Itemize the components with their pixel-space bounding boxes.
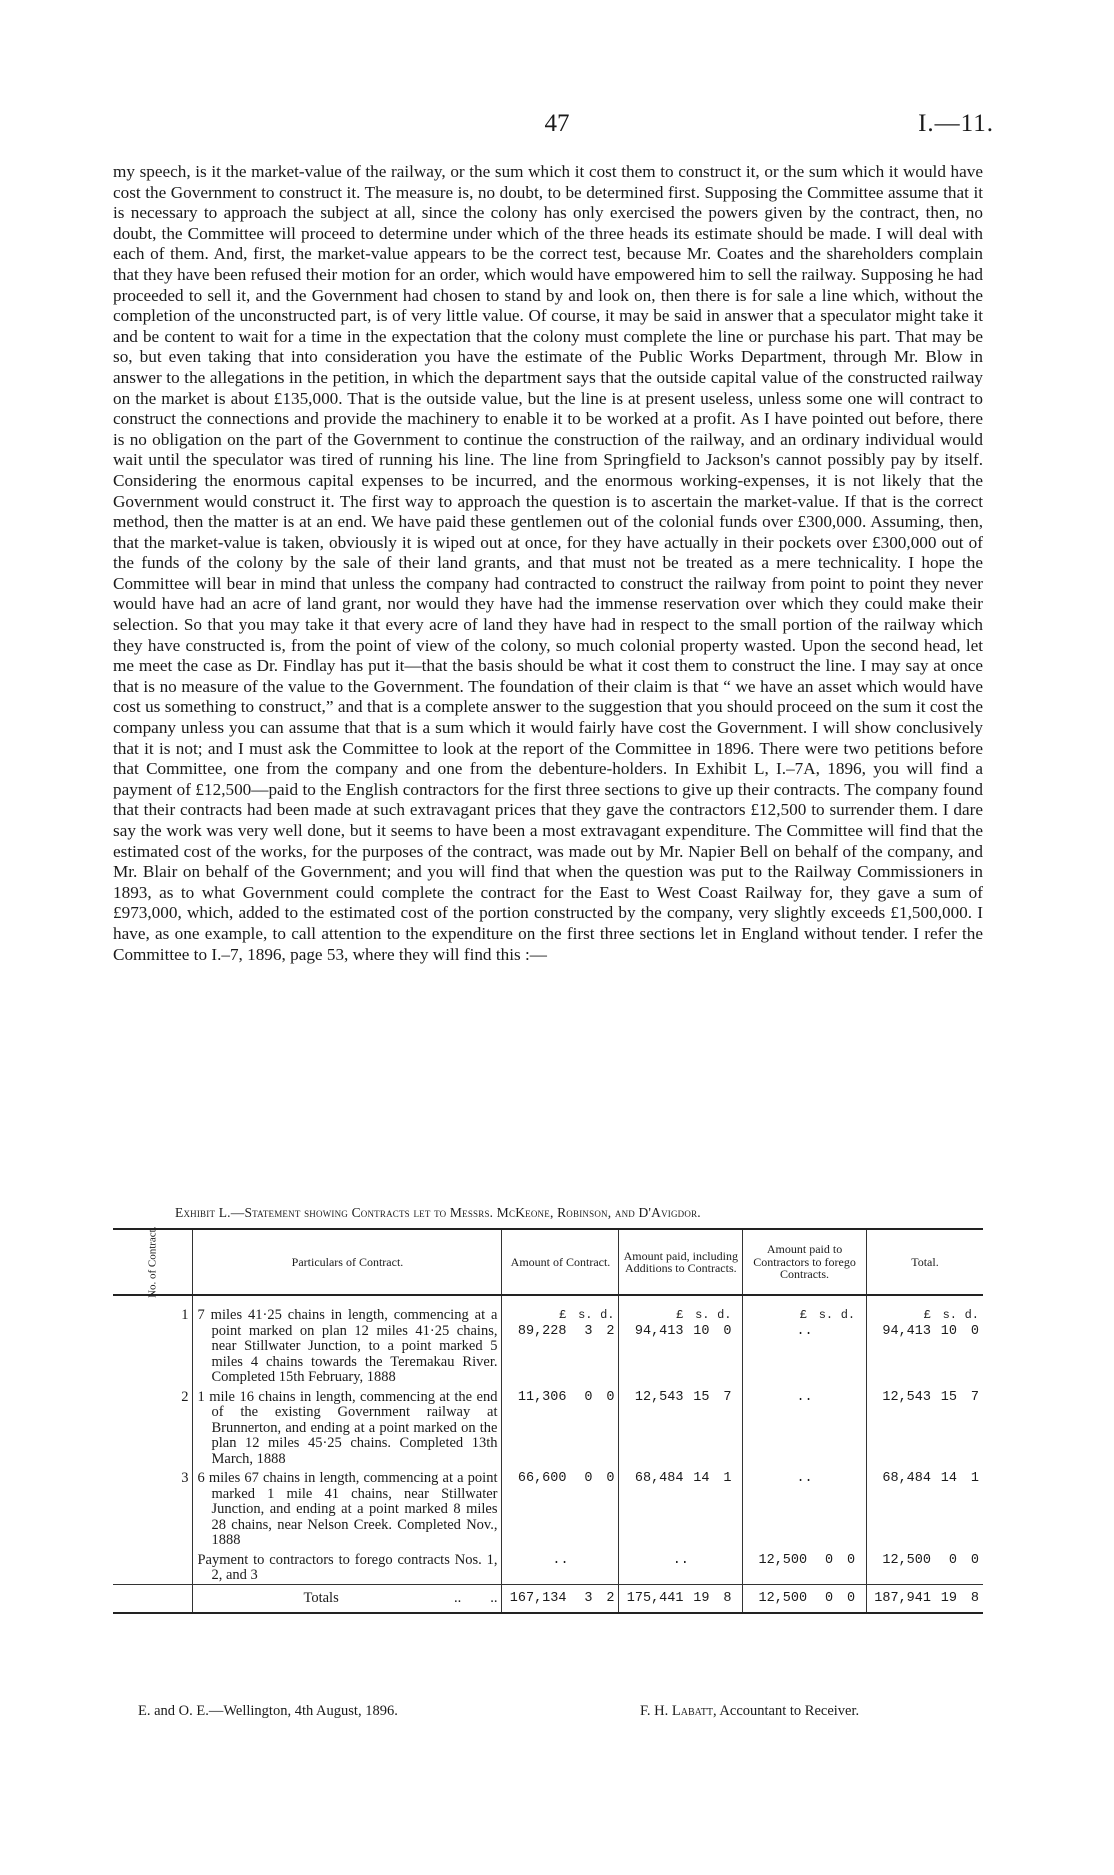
signatory-name: F. H. Labatt bbox=[640, 1703, 713, 1719]
forego-cell bbox=[743, 1553, 867, 1585]
header-total: Total. bbox=[866, 1229, 983, 1295]
amount-value: 68,484 14 1 bbox=[882, 1471, 979, 1486]
total-cell bbox=[866, 1471, 983, 1553]
table-row bbox=[113, 1390, 983, 1472]
grand-total bbox=[866, 1584, 983, 1613]
header-amount: Amount of Contract. bbox=[502, 1229, 619, 1295]
contract-number bbox=[113, 1553, 193, 1585]
amount-value: 12,500 0 0 bbox=[882, 1552, 979, 1568]
document-reference: I.—11. bbox=[918, 110, 994, 137]
amount-value: 66,600 0 0 bbox=[517, 1471, 615, 1486]
table-row bbox=[113, 1471, 983, 1553]
page-number: 47 bbox=[544, 110, 570, 137]
amount-value: 94,413 10 0 bbox=[882, 1323, 979, 1339]
contract-number: 1 bbox=[113, 1308, 193, 1390]
contract-number: 3 bbox=[113, 1471, 193, 1553]
signature-line bbox=[640, 1703, 859, 1720]
paid-cell bbox=[619, 1390, 743, 1472]
paid-cell bbox=[619, 1553, 743, 1585]
empty-amount: .. bbox=[796, 1323, 813, 1339]
amount-cell bbox=[502, 1390, 619, 1472]
header-forego: Amount paid to Contractors to forego Contracts. bbox=[743, 1229, 867, 1295]
body-paragraph: my speech, is it the market-value of the railway, or the sum which it cost them to construct it, or the sum which it would have cost the Government to construct it. The measure is, no doubt, to be determined first. Supposing the Committee assume that it is necessary to approach the subject at all, since the colony has only exercised the powers given by the contract, then, no doubt, the Committee will proceed to determine under which of the three heads its estimate should be made. I will deal with each of them. And, first, the market-value appears to be the correct test, because Mr. Coates and the shareholders complain that they have been refused their motion for an order, which would have empowered him to sell the railway. Supposing he had proceeded to sell it, and the Government had chosen to stand by and look on, then there is for sale a line which, without the completion of the unconstructed part, is of very little value. Of course, it may be said in answer that a speculator might take it and be content to wait for a time in the expectation that the colony must complete the line or purchase his part. That may be so, but even taking that into consideration you have the estimate of the Public Works Department, through Mr. Blow in answer to the allegations in the petition, in which the department says that the outside capital value of the constructed railway on the market is about £135,000. That is the outside value, but the line is at present useless, unless some one will contract to construct the connections and provide the machinery to enable it to be worked at a profit. As I have pointed out before, there is no obligation on the part of the Government to continue the construction of the railway, and an ordinary individual would wait until the speculator was tired of running his line. The line from Springfield to Jackson's cannot possibly pay by itself. Considering the enormous capital expenses to be incurred, and the enormous working-expenses, it is not likely that the Government would construct it. The first way to approach the question is to ascertain the market-value. If that is the correct method, then the matter is at an end. We have paid these gentlemen out of the colonial funds over £300,000. Assuming, then, that the market-value is taken, obviously it is wiped out at once, for they have actually in their pockets over £300,000 out of the funds of the colony by the sale of their land grants, and that must not be treated as a mere technicality. I hope the Committee will bear in mind that unless the company had contracted to construct the railway from point to point they never would have had an acre of land grant, nor would they have had the immense reservation over which they could make their selection. So that you may take it that every acre of land they have had in respect to the small portion of the railway which they have constructed is, from the point of view of the colony, so much colonial property wasted. Upon the second head, let me meet the case as Dr. Findlay has put it—that the basis should be what it cost them to construct the line. I may say at once that is no measure of the value to the Government. The foundation of their claim is that “ we have an asset which would have cost us something to construct,” and that is a complete answer to the suggestion that you should proceed on the sum it cost the company unless you can assume that that is a sum which it would fairly have cost the Government. I will show conclusively that it is not; and I must ask the Committee to look at the report of the Committee in 1896. There were two petitions before that Committee, one from the company and one from the debenture-holders. In Exhibit L, I.–7A, 1896, you will find a payment of £12,500—paid to the English contractors for the first three sections to give up their contracts. The company found that their contracts had been made at such extravagant prices that they gave the contractors £12,500 to surrender them. I dare say the work was very well done, but it seems to have been a most extravagant expenditure. The Committee will find that the estimated cost of the works, for the purposes of the contract, was made out by Mr. Napier Bell on behalf of the company, and Mr. Blair on behalf of the Government; and you will find that when the question was put to the Railway Commissioners in 1893, as to what Government could complete the contract for the East to West Coast Railway for, they gave a sum of £973,000, which, added to the estimated cost of the portion constructed by the company, very slightly exceeds £1,500,000. I have, as one example, to call attention to the expenditure on the first three sections let in England without tender. I refer the Committee to I.–7, 1896, page 53, where they will find this :— bbox=[113, 162, 983, 964]
currency-units: £ s. d. bbox=[799, 1308, 856, 1322]
total-cell bbox=[866, 1308, 983, 1390]
amount-value: 94,413 10 0 bbox=[634, 1323, 732, 1339]
currency-units: £ s. d. bbox=[559, 1308, 615, 1322]
totals-label: Totals .. .. bbox=[193, 1584, 502, 1613]
table-row bbox=[113, 1308, 983, 1390]
amount-value: 68,484 14 1 bbox=[634, 1471, 732, 1486]
empty-amount: .. bbox=[552, 1552, 569, 1568]
contracts-table bbox=[113, 1228, 983, 1614]
paid-cell bbox=[619, 1471, 743, 1553]
amount-value: 12,500 0 0 bbox=[758, 1590, 856, 1606]
amount-value: 11,306 0 0 bbox=[517, 1389, 615, 1405]
amount-cell bbox=[502, 1471, 619, 1553]
header-no: No. of Contract. bbox=[113, 1229, 193, 1295]
amount-value: 187,941 19 8 bbox=[874, 1590, 979, 1606]
exhibit-label: Exhibit L. bbox=[175, 1205, 231, 1220]
amount-value: 12,543 15 7 bbox=[882, 1389, 979, 1405]
contract-number: 2 bbox=[113, 1390, 193, 1472]
header-paid: Amount paid, including Additions to Contracts. bbox=[619, 1229, 743, 1295]
table-row bbox=[113, 1553, 983, 1585]
forego-cell bbox=[743, 1471, 867, 1553]
currency-units: £ s. d. bbox=[676, 1308, 732, 1322]
totals-row bbox=[113, 1584, 983, 1613]
amount-cell bbox=[502, 1308, 619, 1390]
table-header-row bbox=[113, 1229, 983, 1295]
total-cell bbox=[866, 1390, 983, 1472]
total-amount bbox=[502, 1584, 619, 1613]
forego-cell bbox=[743, 1390, 867, 1472]
amount-value: 89,228 3 2 bbox=[517, 1323, 615, 1339]
currency-units: £ s. d. bbox=[923, 1308, 979, 1322]
errors-omissions-note: E. and O. E.—Wellington, 4th August, 1896. bbox=[138, 1703, 398, 1719]
empty-amount: .. bbox=[796, 1471, 813, 1486]
amount-value: 167,134 3 2 bbox=[509, 1590, 615, 1606]
amount-value: 175,441 19 8 bbox=[626, 1590, 732, 1606]
contract-particulars: Payment to contractors to forego contracts Nos. 1, 2, and 3 bbox=[193, 1553, 502, 1585]
signatory-title: , Accountant to Receiver. bbox=[712, 1703, 860, 1719]
amount-value: 12,543 15 7 bbox=[634, 1389, 732, 1405]
exhibit-title-text: —Statement showing Contracts let to Messrs. McKeone, Robinson, and D'Avigdor. bbox=[230, 1205, 701, 1220]
contract-particulars: 7 miles 41·25 chains in length, commencing at a point marked on plan 12 miles 41·25 chains, near Stillwater Junction, to a point marked 5 miles 4 chains towards the Teremakau River. Completed 15th February, 1888 bbox=[193, 1308, 502, 1390]
amount-cell bbox=[502, 1553, 619, 1585]
empty-amount: .. bbox=[796, 1389, 813, 1405]
total-cell bbox=[866, 1553, 983, 1585]
empty-amount: .. bbox=[672, 1552, 689, 1568]
total-paid bbox=[619, 1584, 743, 1613]
contract-particulars: 1 mile 16 chains in length, commencing at the end of the existing Government railway at Brunnerton, and ending at a point marked on the plan 12 miles 45·25 chains. Completed 13th March, 1888 bbox=[193, 1390, 502, 1472]
header-particulars: Particulars of Contract. bbox=[193, 1229, 502, 1295]
total-forego bbox=[743, 1584, 867, 1613]
contract-particulars: 6 miles 67 chains in length, commencing at a point marked 1 mile 41 chains, near Stillwater Junction, and ending at a point marked 8 miles 28 chains, near Nelson Creek. Completed Nov., 1888 bbox=[193, 1471, 502, 1553]
forego-cell bbox=[743, 1308, 867, 1390]
exhibit-title bbox=[175, 1205, 975, 1221]
paid-cell bbox=[619, 1308, 743, 1390]
amount-value: 12,500 0 0 bbox=[758, 1552, 856, 1568]
